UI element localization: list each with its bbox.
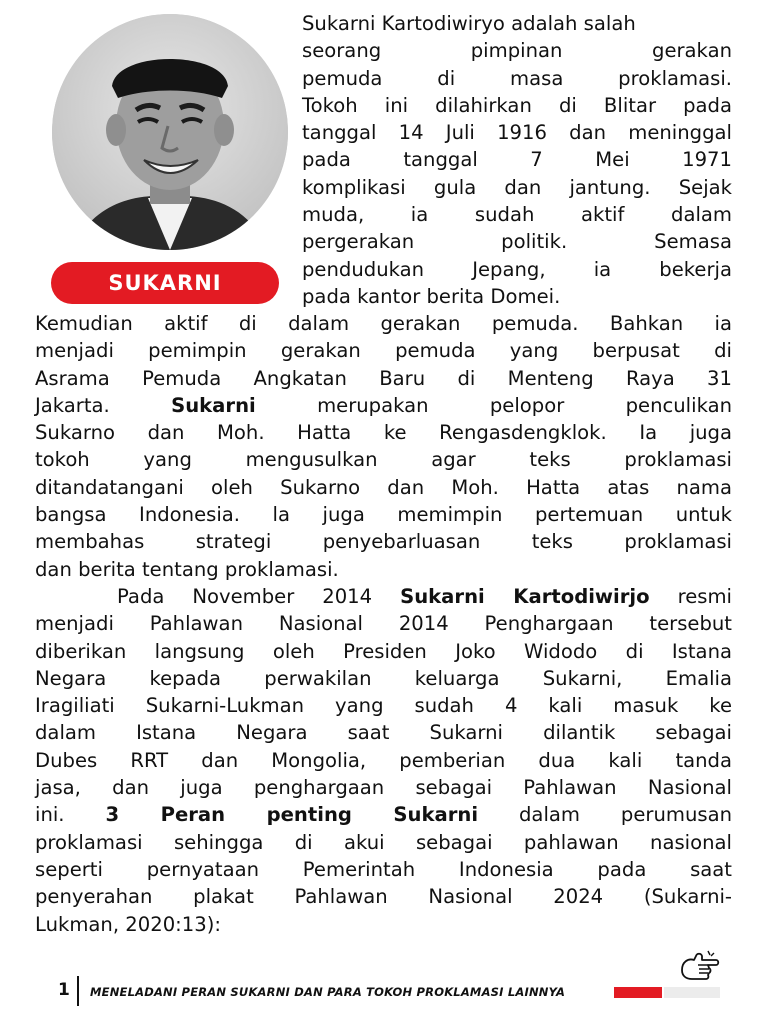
intro-paragraph: [302, 10, 732, 310]
text-run: Jakarta.: [35, 393, 172, 417]
bold-name: Sukarni: [171, 393, 256, 417]
body-line: Sukarno dan Moh. Hatta ke Rengasdengklok. Ia juga: [35, 421, 732, 445]
footer-accent-bar: [614, 987, 662, 998]
intro-line: pada tanggal 7 Mei 1971: [302, 148, 732, 172]
intro-line: Tokoh ini dilahirkan di Blitar pada: [302, 93, 732, 117]
text-run: Pada November 2014: [117, 584, 401, 608]
body-line: tokoh yang mengusulkan agar teks proklamasi: [35, 448, 732, 472]
name-badge-label: SUKARNI: [108, 271, 222, 295]
body-line: bangsa Indonesia. la juga memimpin pertemuan untuk: [35, 503, 732, 527]
intro-line: Sukarni Kartodiwiryo adalah salah: [302, 12, 636, 35]
pointing-hand-icon: [678, 948, 722, 984]
footer-title: MENELADANI PERAN SUKARNI DAN PARA TOKOH PROKLAMASI LAINNYA: [90, 985, 566, 999]
footer-divider: [77, 976, 79, 1006]
body-line: proklamasi sehingga di akui sebagai pahlawan nasional: [35, 830, 732, 854]
body-line: [35, 801, 732, 828]
paragraph-2: [35, 583, 732, 938]
intro-line: pemuda di masa proklamasi.: [302, 66, 732, 90]
body-line: penyerahan plakat Pahlawan Nasional 2024 (Sukarni-: [35, 885, 732, 909]
portrait-illustration: [52, 14, 288, 250]
intro-line: pergerakan politik. Semasa: [302, 230, 732, 254]
body-line: Asrama Pemuda Angkatan Baru di Menteng Raya 31: [35, 366, 732, 390]
body-text: [35, 310, 732, 938]
body-line: [35, 392, 732, 419]
body-line: Kemudian aktif di dalam gerakan pemuda. Bahkan ia: [35, 312, 732, 335]
intro-line: pendudukan Jepang, ia bekerja: [302, 257, 732, 281]
body-line: Negara kepada perwakilan keluarga Sukarni, Emalia: [35, 666, 732, 690]
body-line: membahas strategi penyebarluasan teks proklamasi: [35, 530, 732, 554]
bold-phrase: 3 Peran penting Sukarni: [105, 803, 479, 827]
body-line: jasa, dan juga penghargaan sebagai Pahlawan Nasional: [35, 776, 732, 800]
text-run: resmi: [649, 584, 732, 608]
body-line: ditandatangani oleh Sukarno dan Moh. Hatta atas nama: [35, 475, 732, 499]
text-run: merupakan pelopor penculikan: [255, 393, 733, 417]
intro-line: pada kantor berita Domei.: [302, 284, 561, 308]
body-line: diberikan langsung oleh Presiden Joko Widodo di Istana: [35, 639, 732, 663]
intro-line: seorang pimpinan gerakan: [302, 39, 732, 63]
bold-name: Sukarni Kartodiwirjo: [400, 584, 650, 608]
footer-gray-bar: [664, 987, 720, 998]
text-run: dalam perumusan: [478, 803, 733, 827]
intro-line: komplikasi gula dan jantung. Sejak: [302, 175, 732, 199]
body-line: [35, 583, 732, 610]
portrait-photo: [52, 14, 288, 250]
body-line: Iragiliati Sukarni-Lukman yang sudah 4 kali masuk ke: [35, 694, 732, 718]
text-run: ini.: [35, 803, 106, 827]
name-badge: [51, 262, 279, 304]
body-line: dalam Istana Negara saat Sukarni dilantik sebagai: [35, 721, 732, 745]
page-number: 1: [58, 980, 70, 1000]
body-line: menjadi pemimpin gerakan pemuda yang berpusat di: [35, 339, 732, 363]
paragraph-1: [35, 310, 732, 583]
body-line: dan berita tentang proklamasi.: [35, 557, 339, 581]
body-line: Lukman, 2020:13):: [35, 912, 221, 936]
body-line: menjadi Pahlawan Nasional 2014 Penghargaan tersebut: [35, 612, 732, 636]
intro-line: muda, ia sudah aktif dalam: [302, 203, 732, 227]
body-line: Dubes RRT dan Mongolia, pemberian dua kali tanda: [35, 748, 732, 772]
body-line: seperti pernyataan Pemerintah Indonesia pada saat: [35, 857, 732, 881]
intro-line: tanggal 14 Juli 1916 dan meninggal: [302, 121, 732, 145]
